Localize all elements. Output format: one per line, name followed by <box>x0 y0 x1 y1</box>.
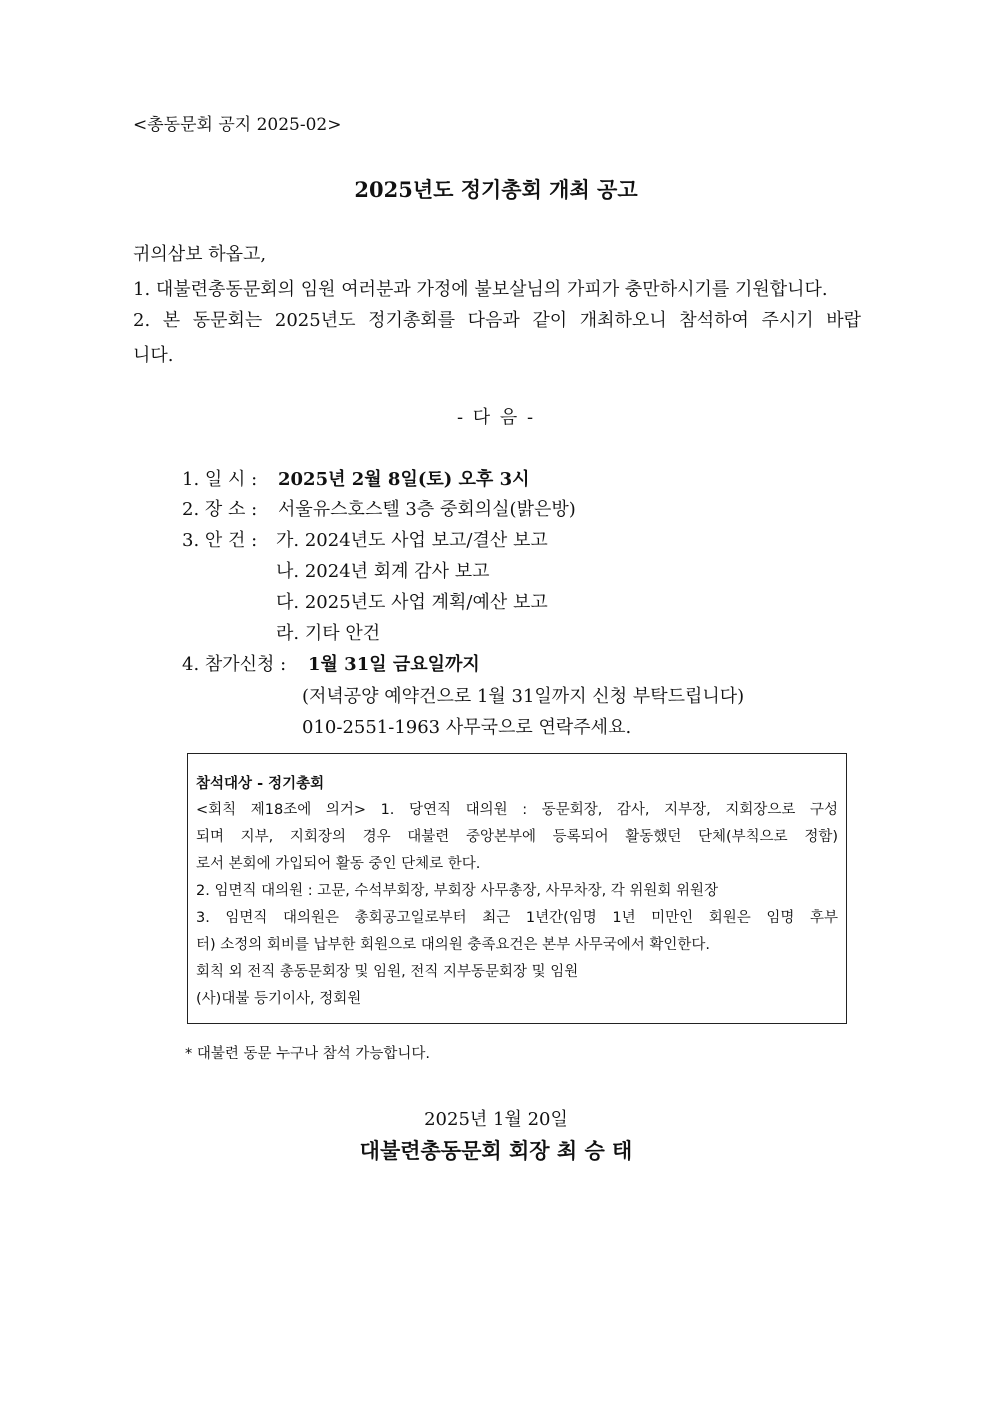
apply-note-contact: 010-2551-1963 사무국으로 연락주세요. <box>302 717 632 738</box>
notice-title: 2025년도 정기총회 개최 공고 <box>354 177 638 202</box>
agenda-label: 3. 안 건 : <box>182 530 258 551</box>
place-label: 2. 장 소 : <box>182 499 258 520</box>
attendee-box <box>187 753 847 1024</box>
section-divider: - 다 음 - <box>456 407 536 428</box>
agenda-item: 나. 2024년 회계 감사 보고 <box>276 561 490 582</box>
attendee-box-line: 되며 지부, 지회장의 경우 대불련 중앙본부에 등록되어 활동했던 단체(부칙으로 정함) <box>196 829 838 845</box>
attendee-box-line: 3. 임면직 대의원은 총회공고일로부터 최근 1년간(임명 1년 미만인 회원은 임명 후부 <box>196 910 838 926</box>
place-value: 서울유스호스텔 3층 중회의실(밝은방) <box>278 499 576 520</box>
attendee-box-line: 로서 본회에 가입되어 활동 중인 단체로 한다. <box>196 856 481 872</box>
date-value: 2025년 2월 8일(토) 오후 3시 <box>278 469 530 490</box>
attendee-box-line: <회칙 제18조에 의거> 1. 당연직 대의원 : 동문회장, 감사, 지부장, 지회장으로 구성 <box>196 802 838 818</box>
paragraph-1: 1. 대불련총동문회의 임원 여러분과 가정에 불보살님의 가피가 충만하시기를 기원합니다. <box>133 279 828 300</box>
attendee-box-line: 2. 임면직 대의원 : 고문, 수석부회장, 부회장 사무총장, 사무차장, 각 위원회 위원장 <box>196 883 719 899</box>
apply-note-meal: (저녁공양 예약건으로 1월 31일까지 신청 부탁드립니다) <box>302 686 745 707</box>
attendee-box-line: 회칙 외 전직 총동문회장 및 임원, 전직 지부동문회장 및 임원 <box>196 964 579 980</box>
notice-number: <총동문회 공지 2025-02> <box>133 115 342 135</box>
apply-value: 1월 31일 금요일까지 <box>308 654 480 675</box>
paragraph-2-line-1: 2. 본 동문회는 2025년도 정기총회를 다음과 같이 개최하오니 참석하여 주시기 바랍 <box>133 310 861 331</box>
apply-label: 4. 참가신청 : <box>182 654 287 675</box>
paragraph-2-line-2: 니다. <box>133 345 174 366</box>
attendee-box-line: (사)대불 등기이사, 정회원 <box>196 991 362 1007</box>
footnote: * 대불련 동문 누구나 참석 가능합니다. <box>185 1046 431 1062</box>
notice-date: 2025년 1월 20일 <box>424 1109 568 1130</box>
date-label: 1. 일 시 : <box>182 469 258 490</box>
agenda-item: 라. 기타 안건 <box>276 623 381 644</box>
attendee-box-line: 터) 소정의 회비를 납부한 회원으로 대의원 충족요건은 본부 사무국에서 확인한다. <box>196 937 710 953</box>
attendee-box-heading: 참석대상 - 정기총회 <box>196 776 325 792</box>
signer: 대불련총동문회 회장 최 승 태 <box>359 1138 633 1163</box>
agenda-item: 가. 2024년도 사업 보고/결산 보고 <box>276 530 548 551</box>
greeting: 귀의삼보 하옵고, <box>133 244 267 265</box>
agenda-item: 다. 2025년도 사업 계획/예산 보고 <box>276 592 548 613</box>
